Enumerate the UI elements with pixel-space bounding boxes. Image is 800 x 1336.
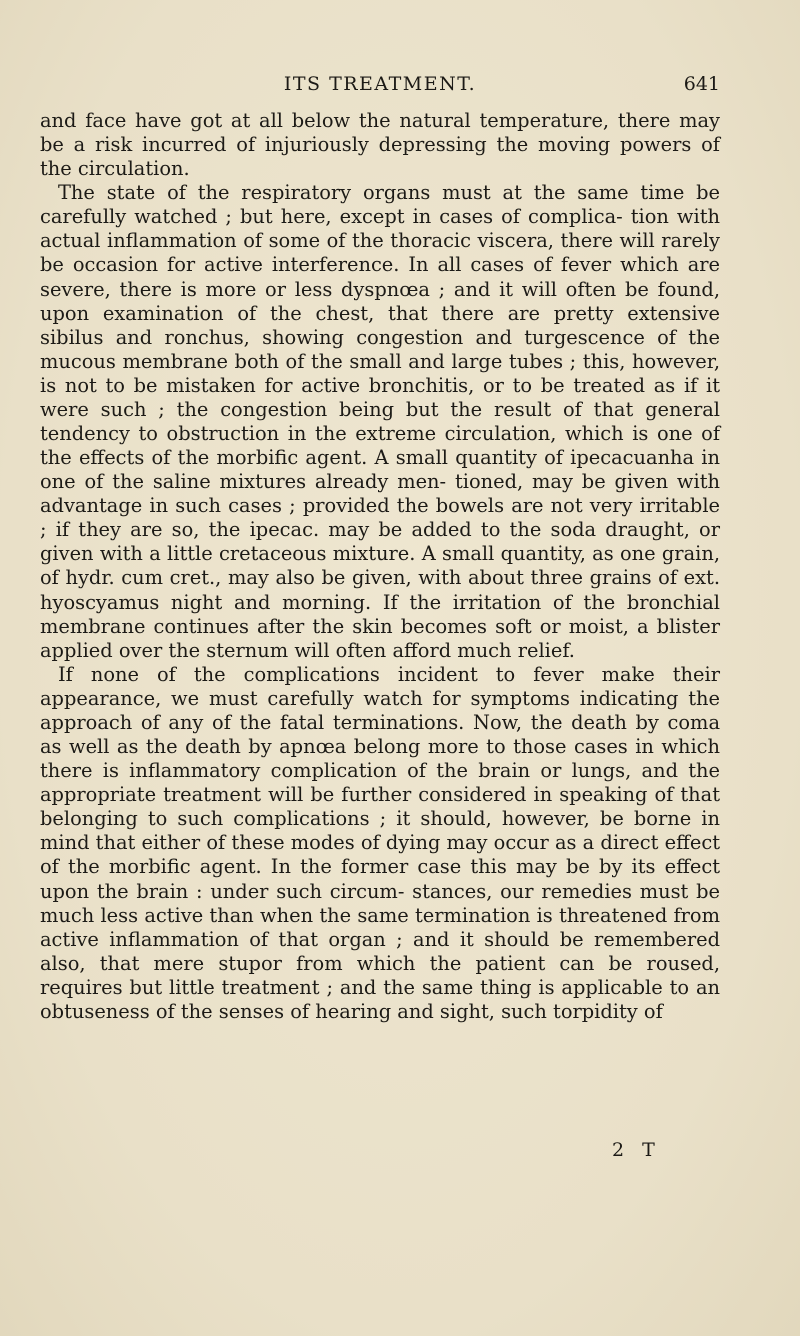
page-header — [40, 66, 720, 102]
paragraph-fatal-terminations: If none of the complications incident to fever make their appearance, we must carefully watch for symptoms indicating the approach of any of the fatal terminations. Now, the death by coma as well as the death by apnœa belong more to those cases in which there is inflammatory complication of the brain or lungs, and the appropriate treatment will be further considered in speaking of that belonging to such complications ; it should, however, be borne in mind that either of these modes of dying may occur as a direct effect of the morbific agent. In the former case this may be by its effect upon the brain : under such circum- stances, our remedies must be much less active than when the same termination is threatened from active inflammation of that organ ; and it should be remembered also, that mere stupor from which the patient can be roused, requires but little treatment ; and the same thing is applicable to an obtuseness of the senses of hearing and sight, such torpidity of — [40, 662, 720, 1023]
paragraph-continuation: and face have got at all below the natural temperature, there may be a risk incurred of injuriously depressing the moving powers of the circulation. — [40, 109, 720, 181]
running-head: ITS TREATMENT. — [283, 73, 477, 95]
page-number: 641 — [683, 73, 720, 95]
body-text — [40, 109, 720, 1024]
paragraph-respiratory-organs: The state of the respiratory organs must at the same time be carefully watched ; but here, except in cases of complica- tion with actual inflammation of some of the thoracic viscera, there will rarely be occasion for active interference. In all cases of fever which are severe, there is more or less dyspnœa ; and it will often be found, upon examination of the chest, that there are pretty extensive sibilus and ronchus, showing congestion and turgescence of the mucous membrane both of the small and large tubes ; this, however, is not to be mistaken for active bronchitis, or to be treated as if it were such ; the congestion being but the result of that general tendency to obstruction in the extreme circulation, which is one of the effects of the morbific agent. A small quantity of ipecacuanha in one of the saline mixtures already men- tioned, may be given with advantage in such cases ; provided the bowels are not very irritable ; if they are so, the ipecac. may be added to the soda draught, or given with a little cretaceous mixture. A small quantity, as one grain, of hydr. cum cret., may also be given, with about three grains of ext. hyoscyamus night and morning. If the irritation of the bronchial membrane continues after the skin becomes soft or moist, a blister applied over the sternum will often afford much relief. — [40, 181, 720, 662]
signature-mark: 2 T — [612, 1139, 661, 1161]
